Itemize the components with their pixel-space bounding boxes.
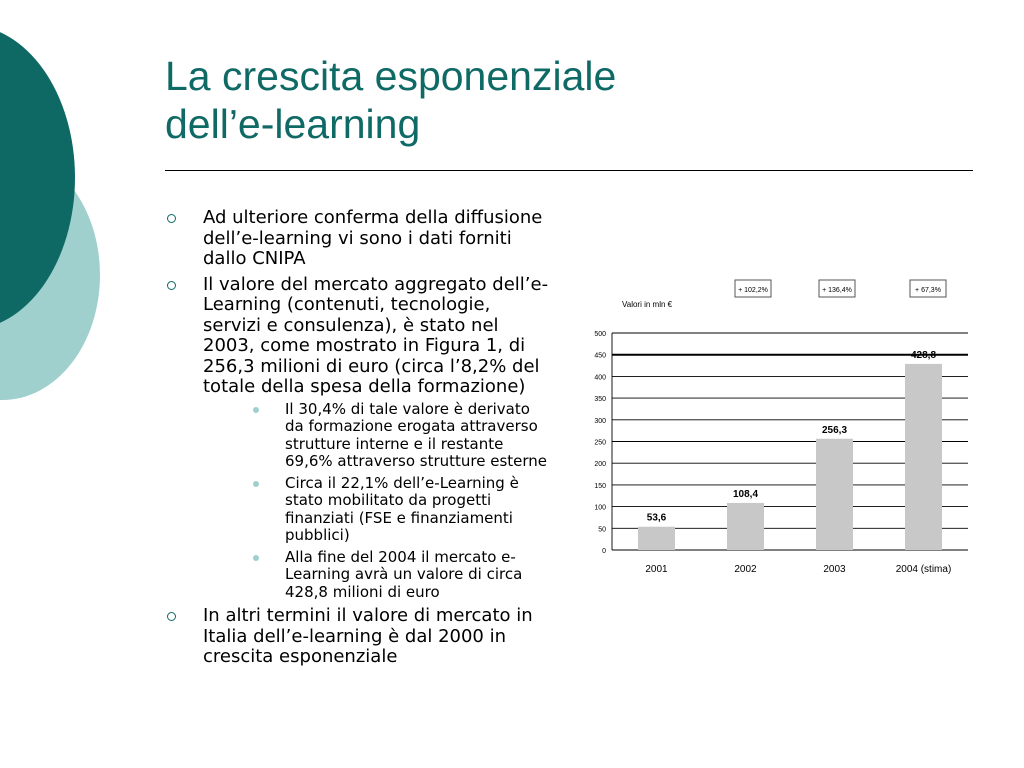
bullet-text: Il valore del mercato aggregato dell’e-Learning (contenuti, tecnologie, servizi e consulenza), è stato nel 2003, come mostrato in Figura 1, di 256,3 milioni di euro (circa l’8,2% del totale della spesa della formazione): [203, 273, 549, 397]
bar-value-label: 53,6: [646, 512, 667, 524]
slide-title: [165, 52, 616, 148]
y-tick-label: 350: [594, 396, 606, 404]
sub-bullet-text: Circa il 22,1% dell’e-Learning è stato mobilitato da progetti finanziati (FSE e finanziamenti pubblici): [285, 473, 519, 544]
x-tick-label: 2001: [645, 564, 668, 575]
chart-title: Valori in mln €: [622, 300, 673, 309]
slide-title-line-2: dell’e-learning: [165, 101, 421, 147]
dot-bullet-icon: [253, 555, 259, 561]
x-tick-label: 2004 (stima): [895, 564, 952, 575]
bullet-text: In altri termini il valore di mercato in Italia dell’e-learning è dal 2000 in crescita esponenziale: [203, 605, 533, 667]
bullet-item: [165, 275, 550, 602]
dot-bullet-icon: [253, 481, 259, 487]
hollow-circle-bullet-icon: [167, 214, 176, 223]
hollow-circle-bullet-icon: [167, 281, 176, 290]
y-tick-label: 450: [594, 352, 606, 360]
sub-bullet-item: [203, 475, 550, 545]
x-tick-label: 2003: [823, 564, 846, 575]
bar: [816, 439, 853, 550]
bar-value-label: 428,8: [910, 349, 937, 361]
bar-value-label: 108,4: [732, 488, 759, 500]
sub-bullet-list: [203, 401, 550, 602]
growth-label: + 136,4%: [822, 287, 852, 294]
bar: [905, 364, 942, 550]
y-tick-label: 50: [598, 526, 606, 534]
y-tick-label: 100: [594, 504, 606, 512]
sub-bullet-text: Alla fine del 2004 il mercato e-Learning avrà un valore di circa 428,8 milioni di euro: [285, 547, 523, 601]
y-tick-label: 500: [594, 331, 606, 338]
y-tick-label: 200: [594, 461, 606, 469]
y-tick-label: 300: [594, 417, 606, 425]
bar: [727, 503, 764, 550]
bullet-item: [165, 208, 550, 270]
hollow-circle-bullet-icon: [167, 612, 176, 621]
bullet-text: Ad ulteriore conferma della diffusione dell’e-learning vi sono i dati forniti dallo CNIPA: [203, 207, 543, 269]
sub-bullet-item: [203, 401, 550, 471]
y-tick-label: 400: [594, 374, 606, 382]
market-value-bar-chart: [580, 270, 980, 590]
dot-bullet-icon: [253, 407, 259, 413]
title-divider: [165, 170, 973, 171]
bullet-item: [165, 606, 550, 668]
growth-label: + 102,2%: [738, 287, 768, 294]
slide-title-line-1: La crescita esponenziale: [165, 53, 617, 99]
y-tick-label: 150: [594, 482, 606, 490]
y-tick-label: 0: [602, 548, 606, 555]
bullet-list: [165, 208, 550, 673]
sub-bullet-item: [203, 549, 550, 602]
x-tick-label: 2002: [734, 564, 757, 575]
bar-value-label: 256,3: [821, 424, 848, 436]
sub-bullet-text: Il 30,4% di tale valore è derivato da formazione erogata attraverso strutture interne e il restante 69,6% attraverso strutture esterne: [285, 399, 548, 470]
y-tick-label: 250: [594, 439, 606, 447]
bar: [638, 527, 675, 550]
growth-label: + 67,3%: [915, 287, 941, 294]
